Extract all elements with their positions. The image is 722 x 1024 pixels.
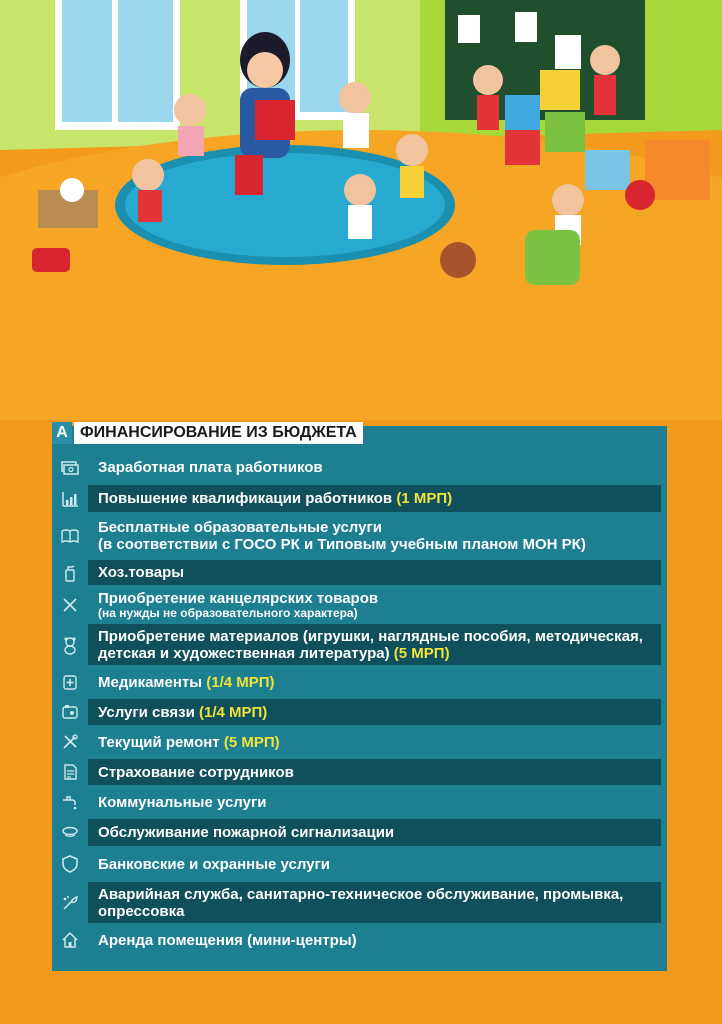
list-item — [52, 759, 667, 785]
cleaning-supplies-icon — [52, 563, 88, 583]
phone-icon — [52, 702, 88, 722]
item-label: Хоз.товары — [98, 564, 185, 581]
item-label-2: (в соответствии с ГОСО РК и Типовым учебным планом МОН РК) — [98, 536, 586, 553]
teddy-bear-icon — [52, 635, 88, 655]
smoke-detector-icon — [52, 823, 88, 843]
list-item — [52, 926, 667, 954]
list-item — [52, 515, 667, 557]
list-item — [52, 485, 667, 512]
item-cost: (1 МРП) — [396, 490, 453, 507]
item-label: Бесплатные образовательные услуги — [98, 519, 382, 536]
list-item — [52, 819, 667, 846]
list-item — [52, 452, 667, 482]
money-icon — [52, 457, 88, 477]
item-label-2: опрессовка — [98, 902, 185, 920]
item-label: Приобретение канцелярских товаров — [98, 589, 379, 607]
list-item — [52, 624, 667, 665]
section-title: ФИНАНСИРОВАНИЕ ИЗ БЮДЖЕТА — [74, 422, 363, 444]
item-label: Аренда помещения (мини-центры) — [98, 931, 357, 949]
item-label-2: (на нужды не образовательного характера) — [98, 605, 358, 620]
item-label: Услуги связи — [98, 703, 200, 721]
shield-icon — [52, 854, 88, 874]
item-cost: (1/4 МРП) — [199, 703, 268, 721]
list-item — [52, 882, 667, 923]
item-label: Заработная плата работников — [98, 458, 323, 476]
medicine-icon — [52, 672, 88, 692]
item-label: Коммунальные услуги — [98, 793, 267, 811]
item-label: Медикаменты — [98, 673, 207, 691]
item-label: Приобретение материалов (игрушки, наглядные пособия, методическая, — [98, 627, 643, 645]
scissors-icon — [52, 595, 88, 615]
list-item — [52, 788, 667, 816]
insurance-document-icon — [52, 762, 88, 782]
faucet-icon — [52, 792, 88, 812]
book-icon — [52, 526, 88, 546]
plumbing-icon — [52, 893, 88, 913]
item-label-2: детская и художественная литература) — [98, 644, 394, 662]
item-label: Текущий ремонт — [98, 733, 224, 751]
list-item — [52, 849, 667, 879]
list-item — [52, 668, 667, 696]
item-label: Страхование сотрудников — [98, 763, 294, 781]
item-cost: (5 МРП) — [393, 644, 450, 662]
item-label: Повышение квалификации работников — [98, 490, 397, 507]
item-label: Банковские и охранные услуги — [98, 855, 331, 873]
item-label: Аварийная служба, санитарно-техническое обслуживание, промывка, — [98, 885, 624, 903]
list-item — [52, 560, 667, 585]
kindergarten-illustration — [0, 0, 722, 420]
section-heading — [52, 421, 363, 445]
list-item — [52, 588, 667, 621]
budget-list — [52, 452, 667, 957]
item-cost: (1/4 МРП) — [206, 673, 275, 691]
list-item — [52, 699, 667, 725]
tools-icon — [52, 732, 88, 752]
list-item — [52, 728, 667, 756]
item-label: Обслуживание пожарной сигнализации — [98, 824, 395, 841]
growth-chart-icon — [52, 489, 88, 509]
item-cost: (5 МРП) — [223, 733, 280, 751]
house-icon — [52, 930, 88, 950]
section-letter: А — [52, 422, 72, 444]
